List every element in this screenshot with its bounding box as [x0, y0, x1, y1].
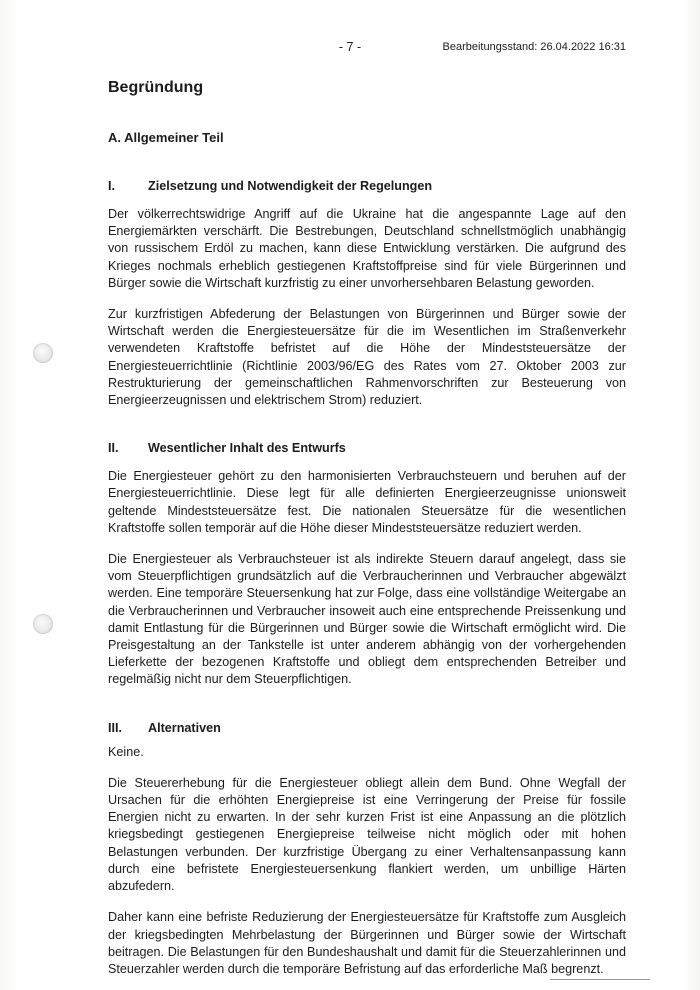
paragraph: Die Energiesteuer gehört zu den harmonisierten Verbrauchsteuern und beruhen auf der Energiesteuerrichtlinie. Diese legt für alle definierten Energieerzeugnisse unionsweit geltende Mindeststeuersätze fest. Die nationalen Steuersätze für die wesentlichen Kraftstoffe sollen temporär auf die Höhe dieser Mindeststeuersätze reduziert werden. [108, 469, 626, 535]
punch-hole-bottom [33, 614, 53, 634]
part-heading: A. Allgemeiner Teil [108, 130, 224, 145]
paragraph: Zur kurzfristigen Abfederung der Belastungen von Bürgerinnen und Bürger sowie der Wirtschaft werden die Energiesteuersätze für die im Wesentlichen im Straßenverkehr verwendeten Kraftstoffe befristet auf die Höhe der Mindeststeuersätze der Energiesteuerrichtlinie (Richtlinie 2003/96/EG des Rates vom 27. Oktober 2003 zur Restrukturierung der gemeinschaftlichen Rahmenvorschriften zur Besteuerung von Energieerzeugnissen und elektrischem Strom) reduziert. [108, 307, 626, 408]
paragraph: Die Steuererhebung für die Energiesteuer obliegt allein dem Bund. Ohne Wegfall der Ursachen für die erhöhten Energiepreise ist eine Verringerung der Preise für fossile Energien nicht zu erwarten. In der sehr kurzen Frist ist eine Anpassung an die plötzlich kriegsbedingt gestiegenen Energiepreise teilweise nicht möglich oder mit hohen Belastungen verbunden. Der kurzfristige Übergang zu einer Verhaltensanpassung kann durch eine befristete Energiesteuersenkung flankiert werden, um unbillige Härten abzufedern. [108, 775, 626, 894]
punch-hole-top [33, 343, 53, 363]
section-heading-2 [108, 439, 626, 457]
page-number: - 7 - [338, 40, 362, 54]
section-number: III. [108, 720, 122, 735]
footer-rule [550, 979, 650, 980]
section-number: II. [108, 441, 119, 456]
section-heading-3 [108, 719, 626, 737]
section-heading-1 [108, 177, 626, 195]
section-number: I. [108, 179, 115, 193]
section-title: Zielsetzung und Notwendigkeit der Regelungen [148, 179, 433, 193]
paragraph: Daher kann eine befriste Reduzierung der Energiesteuersätze für Kraftstoffe zum Ausgleich der kriegsbedingten Mehrbelastung der Bürgerinnen und Bürger sowie der Wirtschaft beitragen. Die Belastungen für den Bundeshaushalt und damit für die Steuerzahlerinnen und Steuerzahler werden durch die temporäre Befristung auf das erforderliche Maß begrenzt. [108, 910, 626, 976]
paragraph: Die Energiesteuer als Verbrauchsteuer ist als indirekte Steuern darauf angelegt, dass sie vom Steuerpflichtigen grundsätzlich auf die Verbraucherinnen und Verbraucher abgewälzt werden. Eine temporäre Steuersenkung hat zur Folge, dass eine vollständige Weitergabe an die Verbraucherinnen und Verbraucher insoweit auch eine entsprechende Preissenkung und damit Entlastung für die Bürgerinnen und Bürger sowie die Wirtschaft ermöglicht wird. Die Preisgestaltung an der Tankstelle ist unter anderem abhängig von der vorhergehenden Lieferkette der bezogenen Kraftstoffe und obliegt dem entsprechenden Betreiber und regelmäßig nicht nur dem Steuerpflichtigen. [108, 552, 626, 687]
document-title: Begründung [108, 79, 204, 96]
paragraph: Der völkerrechtswidrige Angriff auf die Ukraine hat die angespannte Lage auf den Energiemärkten verschärft. Die Bestrebungen, Deutschland schnellstmöglich unabhängig von russischem Erdöl zu machen, kann diese Entwicklung verstärken. Die aufgrund des Krieges nochmals erheblich gestiegenen Kraftstoffpreise sind für viele Bürgerinnen und Bürger sowie die Wirtschaft kurzfristig zu einer unvorhersehbaren Belastung geworden. [108, 207, 626, 290]
paragraph: Keine. [108, 744, 144, 759]
section-title: Wesentlicher Inhalt des Entwurfs [148, 441, 346, 456]
revision-status: Bearbeitungsstand: 26.04.2022 16:31 [442, 41, 626, 53]
section-title: Alternativen [148, 720, 221, 735]
document-body [108, 78, 626, 978]
